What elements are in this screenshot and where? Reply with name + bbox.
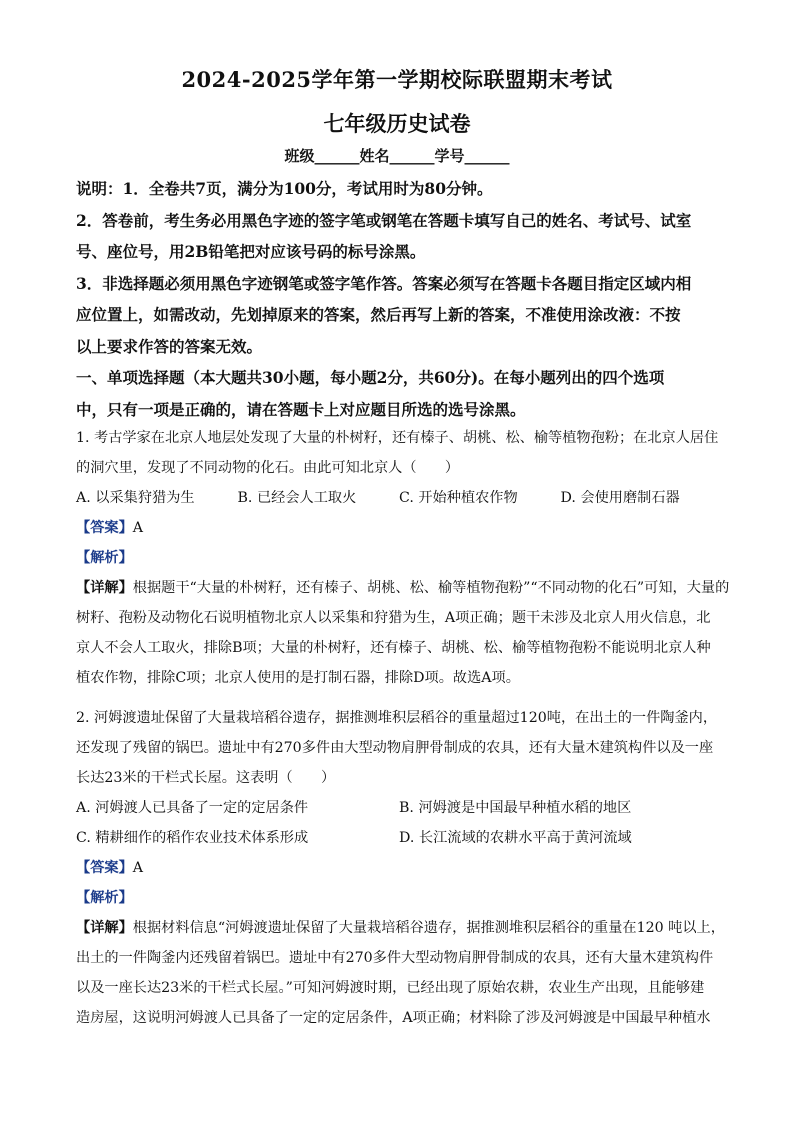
option-c: C. 精耕细作的稻作农业技术体系形成 xyxy=(76,830,309,846)
question-1 xyxy=(76,423,730,693)
detail-line: 造房屋，这说明河姆渡人已具备了一定的定居条件，A项正确；材料除了涉及河姆渡是中国最早种植水 xyxy=(76,1010,711,1026)
option-b: B. 已经会人工取火 xyxy=(237,490,357,506)
detail-line xyxy=(76,913,725,943)
analysis-line xyxy=(76,543,722,573)
instruction-line: 号、座位号，用2B铅笔把对应该号码的标号涂黑。 xyxy=(76,242,426,261)
option-c: C. 开始种植农作物 xyxy=(399,490,518,506)
option-d: D. 会使用磨制石器 xyxy=(560,490,680,506)
analysis-tag: 【解析】 xyxy=(76,890,133,906)
detail-text: 根据材料信息“河姆渡遗址保留了大量栽培稻谷遗存，据推测堆积层稻谷的重量在120 吨以上， xyxy=(132,920,725,936)
instruction-line: 说明：1．全卷共7页，满分为100分，考试用时为80分钟。 xyxy=(76,179,493,198)
question-stem: 2. 河姆渡遗址保留了大量栽培稻谷遗存，据推测堆积层稻谷的重量超过120吨，在出土的一件陶釜内， xyxy=(76,710,718,726)
detail-line: 植农作物，排除C项；北京人使用的是打制石器，排除D项。故选A项。 xyxy=(76,670,520,686)
option-d: D. 长江流域的农耕水平高于黄河流域 xyxy=(399,830,632,846)
student-info-line: 班级______姓名______学号______ xyxy=(284,147,510,165)
question-stem: 还发现了残留的锅巴。遗址中有270多件由大型动物肩胛骨制成的农具，还有大量木建筑构件以及一座 xyxy=(76,740,714,756)
analysis-line xyxy=(76,883,722,913)
option-a: A. 河姆渡人已具备了一定的定居条件 xyxy=(76,800,309,816)
instruction-line: 3．非选择题必须用黑色字迹钢笔或签字笔作答。答案必须写在答题卡各题目指定区域内相 xyxy=(76,273,692,293)
answer-tag: 【答案】 xyxy=(76,860,133,876)
detail-tag: 【详解】 xyxy=(76,920,133,936)
instruction-line: 2．答卷前，考生务必用黑色字迹的签字笔或钢笔在答题卡填写自己的姓名、考试号、试室 xyxy=(76,210,692,230)
detail-line xyxy=(76,573,730,603)
question-stem: 的洞穴里，发现了不同动物的化石。由此可知北京人（ ） xyxy=(76,460,460,476)
exam-title: 2024-2025学年第一学期校际联盟期末考试 xyxy=(181,67,613,92)
question-2 xyxy=(76,703,725,1033)
question-stem: 1. 考古学家在北京人地层处发现了大量的朴树籽，还有榛子、胡桃、松、榆等植物孢粉；在北京人居住 xyxy=(76,430,719,446)
instruction-line: 以上要求作答的答案无效。 xyxy=(76,336,263,356)
section-heading: 中，只有一项是正确的，请在答题卡上对应题目所选的选号涂黑。 xyxy=(76,399,526,419)
answer-line xyxy=(76,853,722,883)
question-stem: 长达23米的干栏式长屋。这表明（ ） xyxy=(76,770,336,786)
detail-line: 出土的一件陶釜内还残留着锅巴。遗址中有270多件大型动物肩胛骨制成的农具，还有大量木建筑构件 xyxy=(76,950,714,966)
detail-line: 京人不会人工取火，排除B项；大量的朴树籽，还有榛子、胡桃、松、榆等植物孢粉不能说明北京人种 xyxy=(76,640,711,656)
answer-value: A xyxy=(132,520,144,536)
detail-line: 树籽、孢粉及动物化石说明植物北京人以采集和狩猎为生，A项正确；题干未涉及北京人用火信息，北 xyxy=(76,610,711,626)
option-b: B. 河姆渡是中国最早种植水稻的地区 xyxy=(399,800,632,816)
detail-line: 以及一座长达23米的干栏式长屋。”可知河姆渡时期，已经出现了原始农耕，农业生产出现，且能够建 xyxy=(76,980,705,996)
answer-tag: 【答案】 xyxy=(76,520,133,536)
detail-text: 根据题干“大量的朴树籽，还有榛子、胡桃、松、榆等植物孢粉”“不同动物的化石”可知，大量的 xyxy=(132,580,730,596)
options-row xyxy=(76,823,722,853)
option-a: A. 以采集狩猎为生 xyxy=(76,490,195,506)
section-heading: 一、单项选择题（本大题共30小题，每小题2分，共60分)。在每小题列出的四个选项 xyxy=(76,368,665,387)
answer-line xyxy=(76,513,722,543)
answer-value: A xyxy=(132,860,144,876)
exam-subtitle: 七年级历史试卷 xyxy=(323,111,471,136)
analysis-tag: 【解析】 xyxy=(76,550,133,566)
instructions xyxy=(76,173,722,425)
options-row xyxy=(76,483,722,513)
detail-tag: 【详解】 xyxy=(76,580,133,596)
instruction-line: 应位置上，如需改动，先划掉原来的答案，然后再写上新的答案，不准使用涂改液：不按 xyxy=(76,305,681,324)
options-row xyxy=(76,793,722,823)
